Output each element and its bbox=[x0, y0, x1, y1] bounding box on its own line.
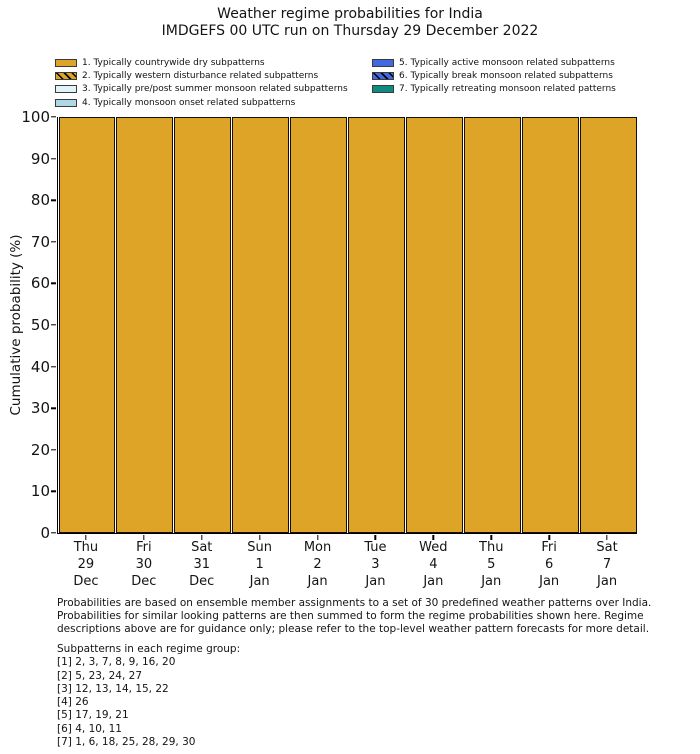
y-axis-label: Cumulative probability (%) bbox=[8, 234, 24, 416]
x-tick-label: Mon 2 Jan bbox=[303, 540, 332, 589]
y-tick-mark bbox=[51, 532, 56, 533]
bars bbox=[58, 117, 637, 533]
y-tick-label: 40 bbox=[30, 357, 50, 376]
y-tick-label: 20 bbox=[30, 440, 50, 459]
legend-swatch bbox=[55, 59, 77, 67]
footnote-line: descriptions above are for guidance only; please refer to the top-level weather pattern forecasts for more detail. bbox=[57, 623, 650, 636]
subpattern-line: [5] 17, 19, 21 bbox=[57, 709, 129, 722]
x-tick-label: Thu 29 Dec bbox=[73, 540, 99, 589]
subpattern-line: [6] 4, 10, 11 bbox=[57, 722, 122, 735]
x-tick-label: Sun 1 Jan bbox=[247, 540, 273, 589]
x-tick-label: Sat 31 Dec bbox=[189, 540, 215, 589]
y-tick-mark bbox=[51, 449, 56, 450]
bar-column bbox=[405, 117, 463, 533]
legend-item bbox=[372, 56, 616, 69]
bar-segment bbox=[406, 117, 463, 533]
footnote bbox=[57, 597, 651, 637]
y-tick-mark bbox=[51, 199, 56, 200]
legend-item bbox=[55, 69, 348, 82]
x-tick-label: Thu 5 Jan bbox=[479, 540, 504, 589]
legend-swatch bbox=[372, 85, 394, 93]
y-tick-label: 10 bbox=[30, 482, 50, 501]
bar-column bbox=[116, 117, 174, 533]
bar-column bbox=[463, 117, 521, 533]
y-tick-mark bbox=[51, 158, 56, 159]
bar-column bbox=[290, 117, 348, 533]
legend-item-label: 6. Typically break monsoon related subpatterns bbox=[399, 71, 613, 82]
y-tick-label: 50 bbox=[30, 316, 50, 334]
chart-title-line1: Weather regime probabilities for India bbox=[217, 6, 483, 22]
legend-item-label: 2. Typically western disturbance related subpatterns bbox=[82, 71, 319, 82]
legend-swatch bbox=[372, 59, 394, 67]
legend-item bbox=[55, 83, 348, 96]
bar-segment bbox=[464, 117, 521, 533]
y-tick-mark bbox=[51, 366, 56, 367]
legend-item bbox=[372, 69, 616, 82]
y-tick-mark bbox=[51, 407, 56, 408]
bar-segment bbox=[232, 117, 289, 533]
chart-title-line2: IMDGEFS 00 UTC run on Thursday 29 December 2022 bbox=[161, 23, 539, 39]
legend-swatch bbox=[372, 72, 394, 80]
subpatterns-heading: Subpatterns in each regime group: bbox=[57, 643, 241, 655]
subpattern-line: [3] 12, 13, 14, 15, 22 bbox=[57, 682, 169, 695]
bar-column bbox=[58, 117, 116, 533]
x-tick-label: Wed 4 Jan bbox=[419, 540, 448, 589]
subpattern-line: [1] 2, 3, 7, 8, 9, 16, 20 bbox=[57, 656, 176, 669]
legend-item-label: 4. Typically monsoon onset related subpatterns bbox=[82, 97, 296, 108]
subpatterns-lines bbox=[57, 656, 240, 749]
y-tick-mark bbox=[51, 241, 56, 242]
footnote-line: Probabilities are based on ensemble member assignments to a set of 30 predefined weather patterns over India. bbox=[57, 597, 652, 609]
y-tick-label: 70 bbox=[30, 232, 50, 251]
legend-item-label: 1. Typically countrywide dry subpatterns bbox=[82, 57, 265, 68]
y-tick-label: 100 bbox=[21, 108, 50, 126]
legend-swatch bbox=[55, 85, 77, 93]
y-tick-mark bbox=[51, 324, 56, 325]
legend-item bbox=[55, 96, 348, 109]
bar-segment bbox=[59, 117, 116, 533]
y-tick-mark bbox=[51, 283, 56, 284]
x-tick-label: Tue 3 Jan bbox=[364, 540, 387, 589]
chart-title bbox=[0, 6, 700, 40]
legend-item bbox=[55, 56, 348, 69]
x-tick-label: Sat 7 Jan bbox=[596, 540, 618, 589]
legend-item-label: 5. Typically active monsoon related subpatterns bbox=[399, 57, 615, 68]
bar-column bbox=[521, 117, 579, 533]
bar-segment bbox=[174, 117, 231, 533]
subpattern-line: [7] 1, 6, 18, 25, 28, 29, 30 bbox=[57, 736, 196, 749]
legend-item bbox=[372, 83, 616, 96]
bar-segment bbox=[522, 117, 579, 533]
bar-column bbox=[232, 117, 290, 533]
y-tick-label: 30 bbox=[30, 399, 50, 418]
footnote-line: Probabilities for similar looking patterns are then summed to form the regime probabilities shown here. Regime bbox=[57, 610, 644, 623]
x-tick-label: Fri 6 Jan bbox=[539, 540, 560, 589]
y-tick-label: 0 bbox=[40, 524, 50, 542]
legend-item-label: 3. Typically pre/post summer monsoon related subpatterns bbox=[82, 84, 348, 95]
legend-swatch bbox=[55, 72, 77, 80]
bar-segment bbox=[290, 117, 347, 533]
bar-column bbox=[348, 117, 406, 533]
subpatterns-block bbox=[57, 643, 240, 749]
legend-column-1 bbox=[55, 56, 348, 110]
subpattern-line: [2] 5, 23, 24, 27 bbox=[57, 669, 142, 682]
bar-column bbox=[174, 117, 232, 533]
bar-segment bbox=[116, 117, 173, 533]
subpattern-line: [4] 26 bbox=[57, 696, 89, 709]
legend-item-label: 7. Typically retreating monsoon related patterns bbox=[399, 84, 616, 95]
y-tick-label: 90 bbox=[30, 149, 50, 168]
legend-swatch bbox=[55, 99, 77, 107]
plot-area bbox=[57, 117, 637, 534]
bar-segment bbox=[348, 117, 405, 533]
bar-segment bbox=[580, 117, 637, 533]
x-tick-label: Fri 30 Dec bbox=[131, 540, 157, 589]
y-tick-label: 80 bbox=[30, 191, 50, 210]
y-tick-mark bbox=[51, 491, 56, 492]
bar-column bbox=[579, 117, 637, 533]
legend-column-2 bbox=[372, 56, 616, 96]
y-tick-label: 60 bbox=[30, 274, 50, 293]
y-tick-mark bbox=[51, 116, 56, 117]
